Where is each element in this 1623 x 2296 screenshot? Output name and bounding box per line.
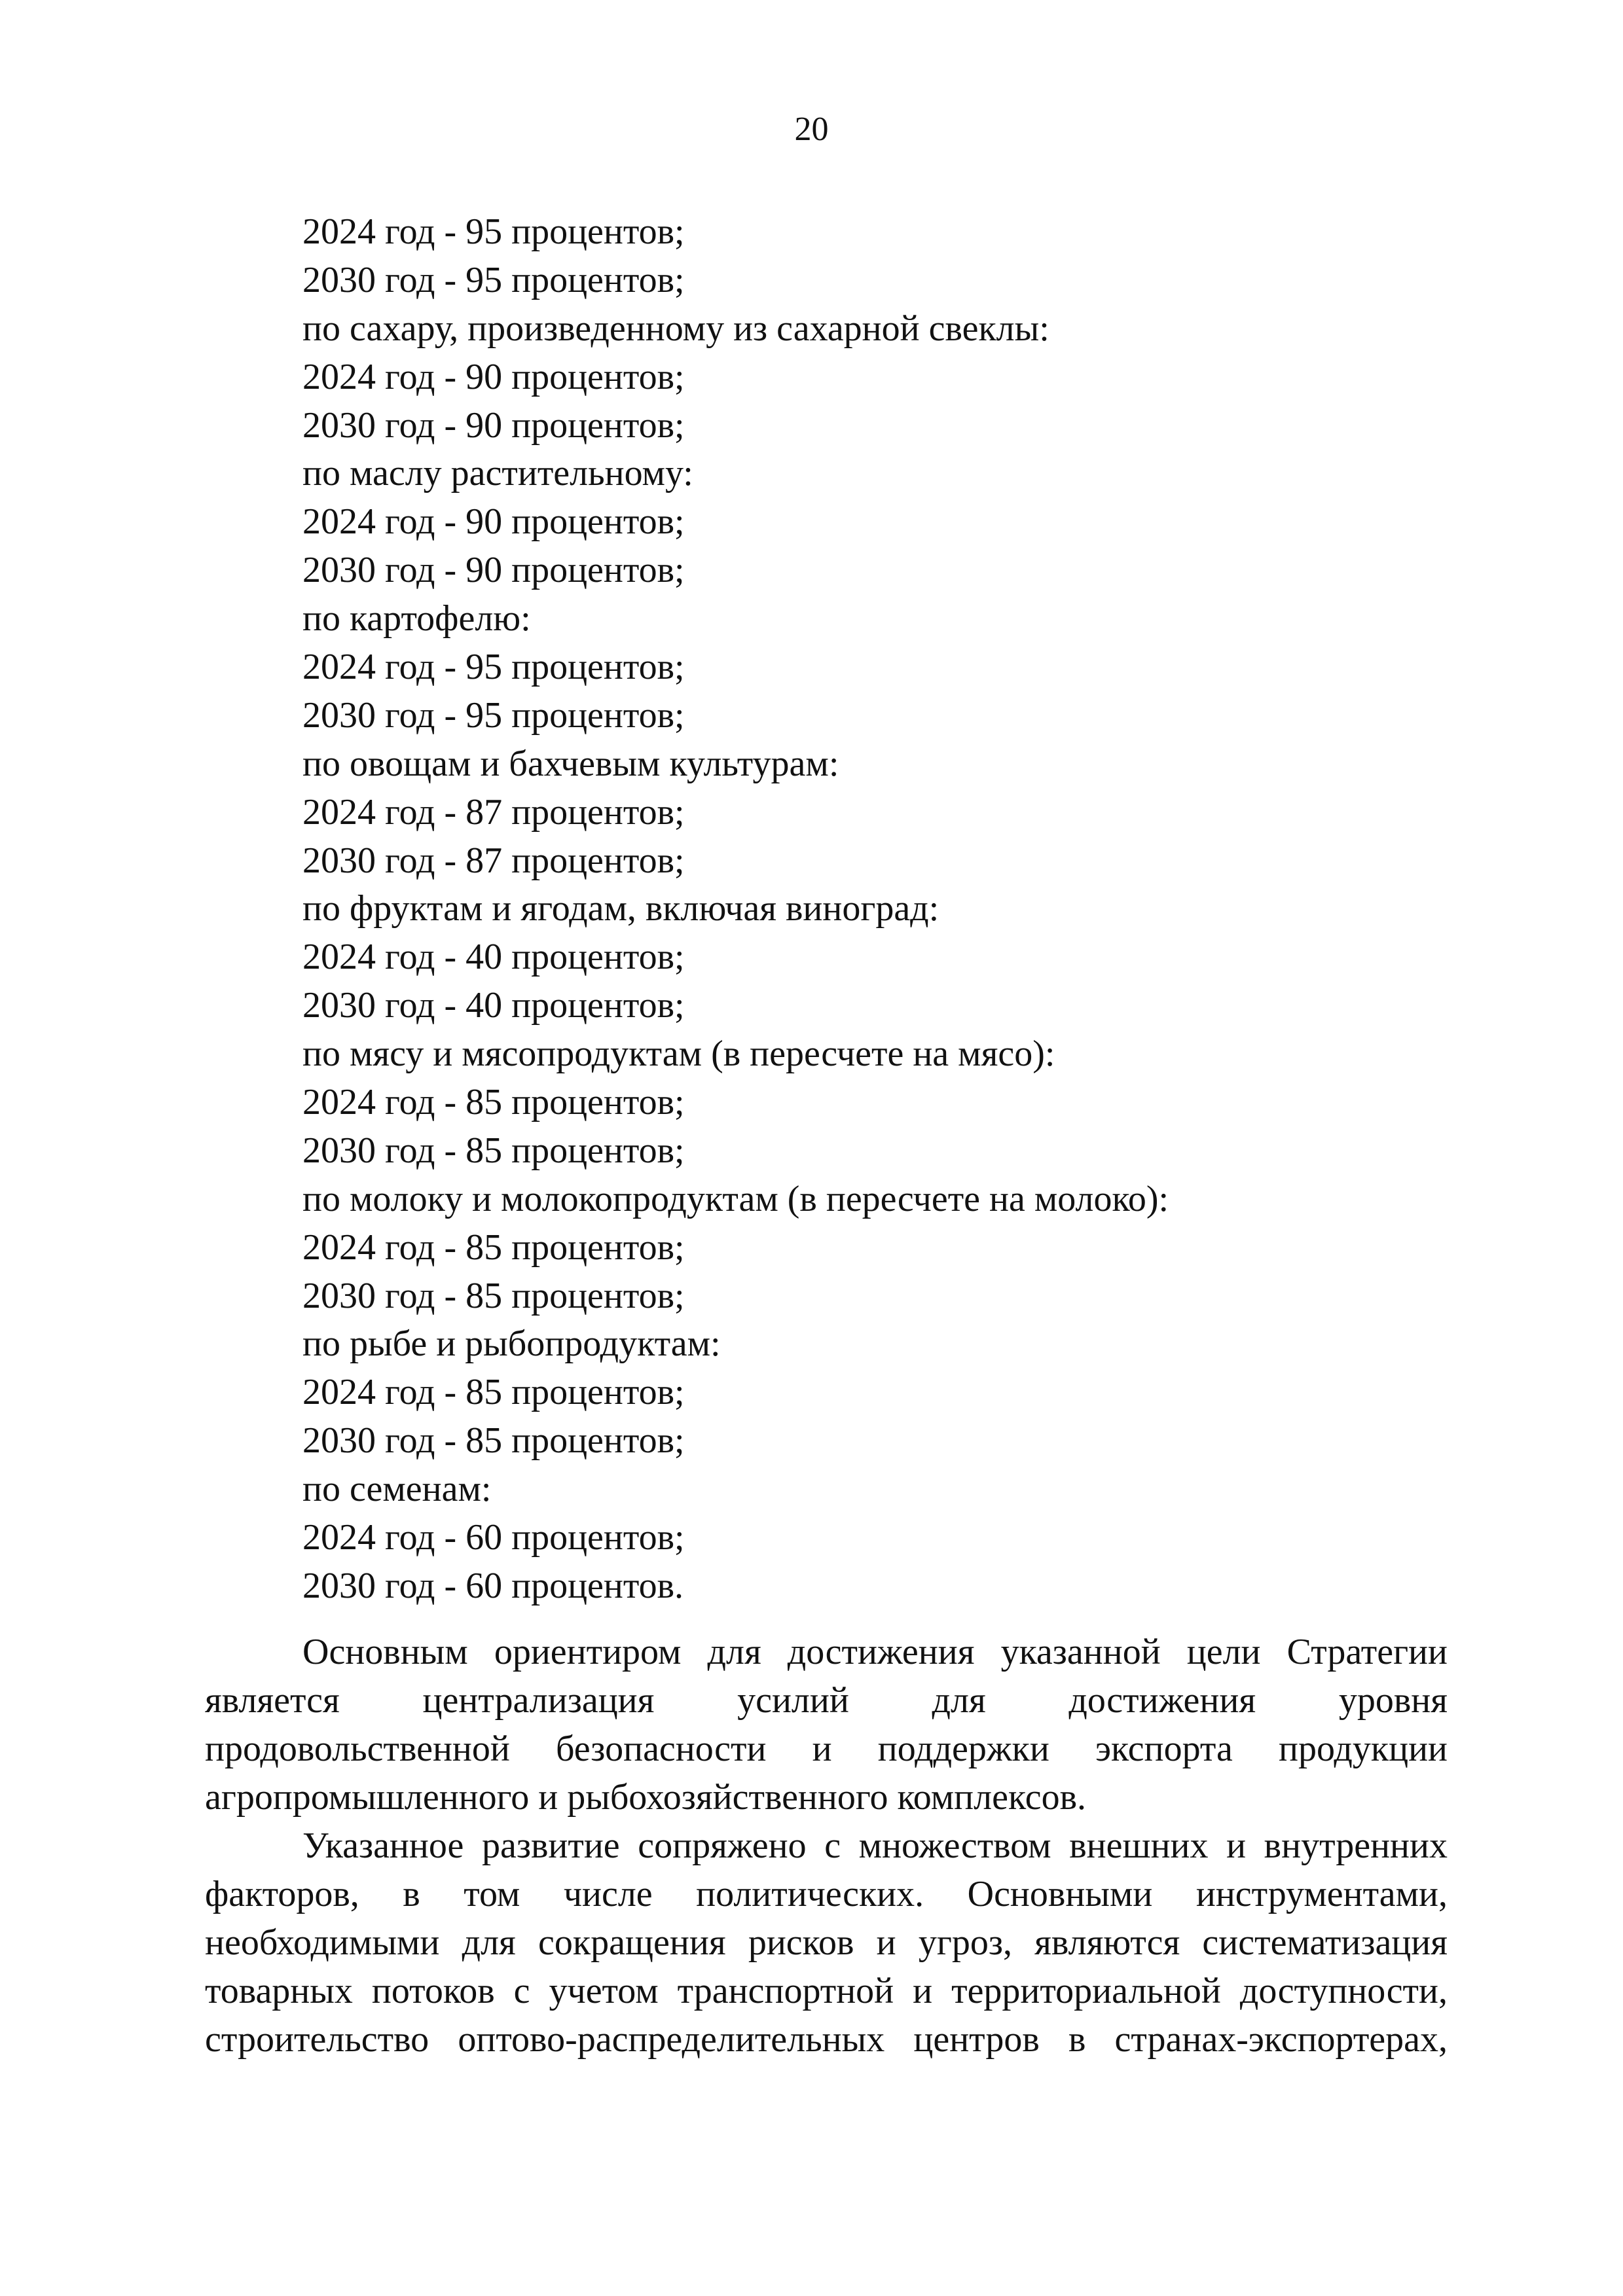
paragraph-line: продовольственной безопасности и поддержки экспорта продукции [205,1729,1448,1769]
list-heading: по рыбе и рыбопродуктам: [302,1323,721,1365]
list-heading: по фруктам и ягодам, включая виноград: [302,888,939,929]
page-number: 20 [794,111,829,148]
list-item: 2030 год - 95 процентов; [302,259,685,300]
paragraph-1 [205,1628,1448,1821]
paragraph-line: агропромышленного и рыбохозяйственного комплексов. [205,1777,1087,1818]
paragraph-line: является централизация усилий для достижения уровня [205,1680,1448,1721]
list-item: 2024 год - 85 процентов; [302,1227,685,1268]
list-item: 2024 год - 90 процентов; [302,501,685,543]
list-item: 2024 год - 87 процентов; [302,791,685,833]
list-item: 2030 год - 95 процентов; [302,694,685,736]
paragraph-2 [205,1821,1448,2064]
list-item: 2030 год - 87 процентов; [302,840,685,881]
list-item: 2024 год - 60 процентов; [302,1517,685,1558]
list-item: 2024 год - 90 процентов; [302,356,685,397]
paragraph-line: Основным ориентиром для достижения указанной цели Стратегии [302,1632,1448,1672]
list-item: 2030 год - 60 процентов. [302,1565,684,1606]
list-item: 2030 год - 90 процентов; [302,404,685,446]
list-item: 2030 год - 85 процентов; [302,1130,685,1171]
list-item: 2024 год - 95 процентов; [302,647,685,688]
list-item: 2030 год - 85 процентов; [302,1420,685,1462]
paragraph-line: Указанное развитие сопряжено с множеством внешних и внутренних [302,1825,1448,1866]
list-heading: по картофелю: [302,598,531,639]
list-item: 2024 год - 95 процентов; [302,211,685,252]
list-item: 2024 год - 85 процентов; [302,1372,685,1413]
list-heading: по мясу и мясопродуктам (в пересчете на мясо): [302,1033,1055,1075]
list-item: 2030 год - 90 процентов; [302,550,685,591]
list-item: 2024 год - 85 процентов; [302,1082,685,1123]
list-heading: по молоку и молокопродуктам (в пересчете на молоко): [302,1178,1169,1219]
list-item: 2024 год - 40 процентов; [302,937,685,978]
list-item: 2030 год - 85 процентов; [302,1275,685,1316]
paragraph-line: необходимыми для сокращения рисков и угроз, являются систематизация [205,1922,1448,1963]
indicator-list [302,208,1448,1611]
paragraph-line: факторов, в том числе политических. Основными инструментами, [205,1874,1448,1914]
list-item: 2030 год - 40 процентов; [302,985,685,1026]
list-heading: по семенам: [302,1469,492,1510]
list-heading: по сахару, произведенному из сахарной свеклы: [302,308,1049,349]
paragraph-line: товарных потоков с учетом транспортной и территориальной доступности, [205,1971,1448,2011]
list-heading: по овощам и бахчевым культурам: [302,743,839,784]
body-text [205,1628,1448,2064]
list-heading: по маслу растительному: [302,453,693,494]
paragraph-line: строительство оптово-распределительных центров в странах-экспортерах, [205,2019,1448,2060]
